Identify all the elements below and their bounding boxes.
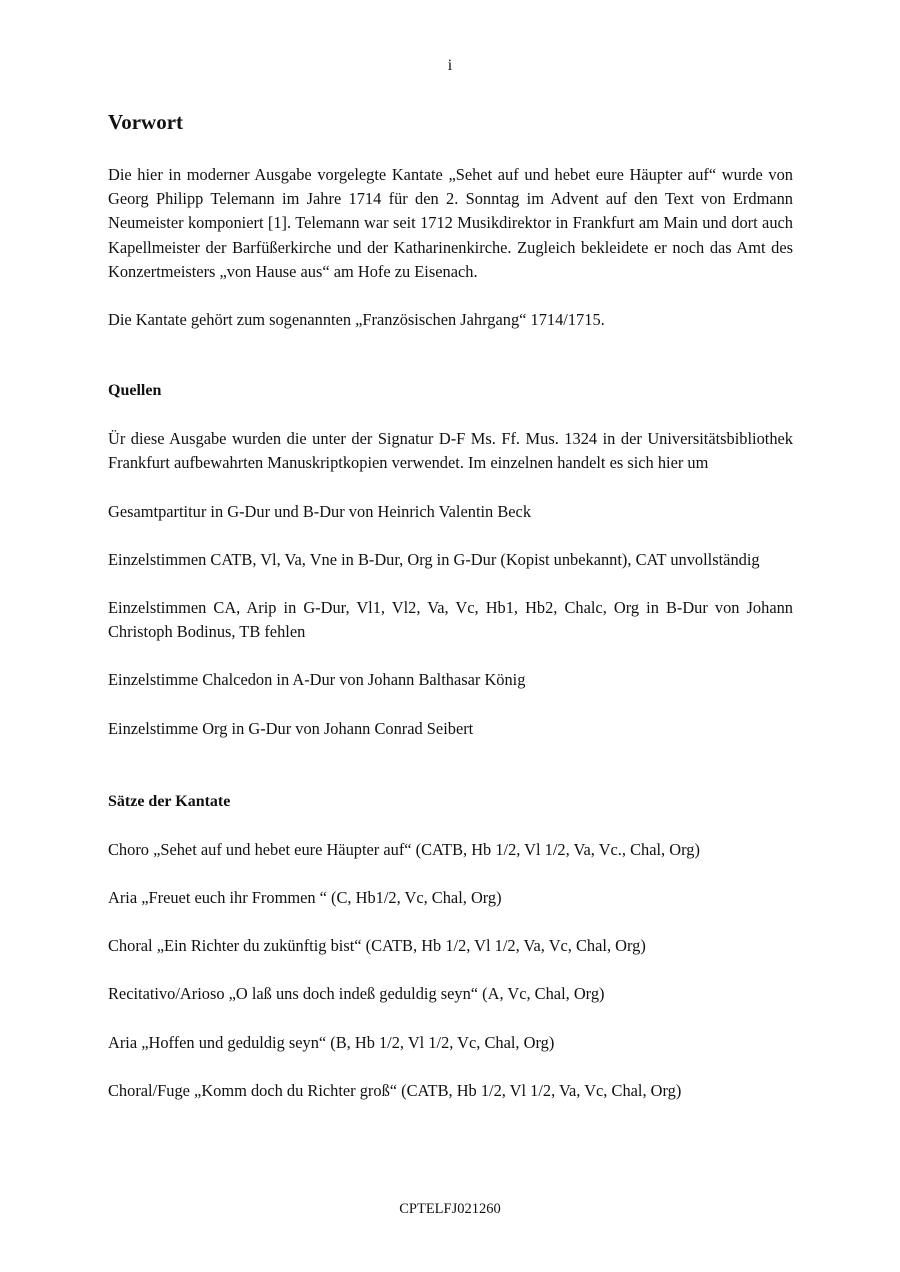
vorwort-paragraph-1: Die hier in moderner Ausgabe vorgelegte Kantate „Sehet auf und hebet eure Häupter auf“ wurde von Georg Philipp Telemann im Jahre 1714 für den 2. Sonntag im Advent auf den Text von Erdmann Neumeister komponiert [1]. Telemann war seit 1712 Musikdirektor in Frankfurt am Main und dort auch Kapellmeister der Barfüßerkirche und der Katharinenkirche. Zugleich bekleidete er noch das Amt des Konzertmeisters „von Hause aus“ am Hofe zu Eisenach.: [108, 165, 793, 281]
quellen-item: Einzelstimmen CATB, Vl, Va, Vne in B-Dur, Org in G-Dur (Kopist unbekannt), CAT unvollständig: [108, 549, 760, 569]
quellen-item: Einzelstimmen CA, Arip in G-Dur, Vl1, Vl2, Va, Vc, Hb1, Hb2, Chalc, Org in B-Dur von Johann Christoph Bodinus, TB fehlen: [108, 598, 793, 642]
quellen-intro: Ür diese Ausgabe wurden die unter der Signatur D-F Ms. Ff. Mus. 1324 in der Universitätsbibliothek Frankfurt aufbewahrten Manuskriptkopien verwendet. Im einzelnen handelt es sich hier um: [108, 429, 793, 473]
satz-item: Aria „Hoffen und geduldig seyn“ (B, Hb 1/2, Vl 1/2, Vc, Chal, Org): [108, 1032, 555, 1052]
satz-item: Choral „Ein Richter du zukünftig bist“ (CATB, Hb 1/2, Vl 1/2, Va, Vc, Chal, Org): [108, 936, 646, 956]
document-body: [108, 108, 793, 1103]
vorwort-paragraph-2: Die Kantate gehört zum sogenannten „Französischen Jahrgang“ 1714/1715.: [108, 310, 605, 330]
vorwort-heading: Vorwort: [108, 110, 184, 134]
satz-item: Aria „Freuet euch ihr Frommen “ (C, Hb1/2, Vc, Chal, Org): [108, 888, 502, 908]
satz-item: Choral/Fuge „Komm doch du Richter groß“ (CATB, Hb 1/2, Vl 1/2, Va, Vc, Chal, Org): [108, 1080, 682, 1100]
quellen-item: Einzelstimme Chalcedon in A-Dur von Johann Balthasar König: [108, 670, 526, 690]
saetze-heading: Sätze der Kantate: [108, 792, 231, 810]
quellen-item: Gesamtpartitur in G-Dur und B-Dur von Heinrich Valentin Beck: [108, 501, 532, 521]
document-footer-code: CPTELFJ021260: [399, 1201, 501, 1217]
quellen-heading: Quellen: [108, 382, 162, 400]
page-number: i: [447, 57, 453, 74]
satz-item: Recitativo/Arioso „O laß uns doch indeß geduldig seyn“ (A, Vc, Chal, Org): [108, 984, 605, 1004]
satz-item: Choro „Sehet auf und hebet eure Häupter auf“ (CATB, Hb 1/2, Vl 1/2, Va, Vc., Chal, Org): [108, 839, 700, 859]
quellen-item: Einzelstimme Org in G-Dur von Johann Conrad Seibert: [108, 718, 474, 738]
